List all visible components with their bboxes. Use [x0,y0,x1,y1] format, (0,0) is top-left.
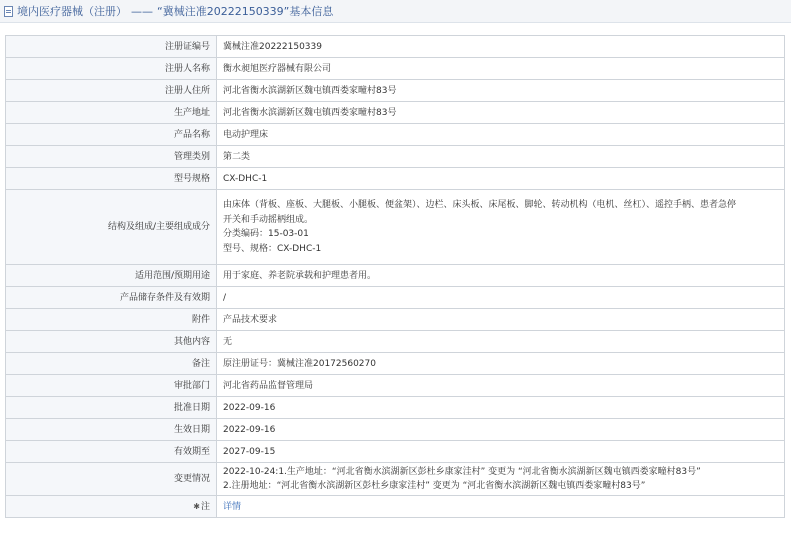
row-mgmt-class [6,146,785,168]
details-link[interactable]: 详情 [223,501,242,512]
row-structure [6,190,785,265]
value-registrant-addr: 河北省衡水滨湖新区魏屯镇西娄家疃村83号 [217,80,785,102]
label-expiry-date: 有效期至 [6,441,217,463]
label-product-name: 产品名称 [6,124,217,146]
label-other: 其他内容 [6,331,217,353]
row-registrant [6,58,785,80]
value-registrant: 衡水昶旭医疗器械有限公司 [217,58,785,80]
label-registrant: 注册人名称 [6,58,217,80]
row-effective-date [6,419,785,441]
row-approval-date [6,397,785,419]
row-reg-no [6,36,785,58]
value-storage: / [217,287,785,309]
row-production-addr [6,102,785,124]
header-category: 境内医疗器械（注册） [17,5,127,18]
label-scope: 适用范围/预期用途 [6,265,217,287]
value-approval-dept: 河北省药品监督管理局 [217,375,785,397]
document-icon [4,6,13,17]
label-remark: 备注 [6,353,217,375]
row-other [6,331,785,353]
value-expiry-date: 2027-09-15 [217,441,785,463]
row-remark [6,353,785,375]
value-model: CX-DHC-1 [217,168,785,190]
row-scope [6,265,785,287]
row-registrant-addr [6,80,785,102]
label-registrant-addr: 注册人住所 [6,80,217,102]
value-effective-date: 2022-09-16 [217,419,785,441]
label-production-addr: 生产地址 [6,102,217,124]
label-approval-dept: 审批部门 [6,375,217,397]
note-label-text: 注 [200,501,210,512]
value-remark: 原注册证号：冀械注准20172560270 [217,353,785,375]
change-line: 2.注册地址：“河北省衡水滨湖新区彭杜乡康家洼村” 变更为 “河北省衡水滨湖新区魏屯镇西娄家疃村83号” [223,481,646,491]
star-icon: ✱ [193,501,200,511]
label-attachment: 附件 [6,309,217,331]
label-note [6,496,217,518]
label-changes: 变更情况 [6,463,217,496]
value-scope: 用于家庭、养老院承载和护理患者用。 [217,265,785,287]
value-attachment: 产品技术要求 [217,309,785,331]
label-model: 型号规格 [6,168,217,190]
structure-line: 型号、规格：CX-DHC-1 [223,243,322,254]
value-mgmt-class: 第二类 [217,146,785,168]
row-model [6,168,785,190]
page-title: “冀械注准20222150339”基本信息 [157,5,334,18]
value-structure [217,190,785,265]
row-product-name [6,124,785,146]
row-note [6,496,785,518]
label-structure: 结构及组成/主要组成成分 [6,190,217,265]
value-product-name: 电动护理床 [217,124,785,146]
label-reg-no: 注册证编号 [6,36,217,58]
label-mgmt-class: 管理类别 [6,146,217,168]
label-storage: 产品储存条件及有效期 [6,287,217,309]
detail-table [5,35,785,518]
header-separator: —— [131,4,153,18]
value-note [217,496,785,518]
page-header [0,0,791,23]
structure-line: 分类编码：15-03-01 [223,229,309,239]
value-approval-date: 2022-09-16 [217,397,785,419]
row-approval-dept [6,375,785,397]
label-approval-date: 批准日期 [6,397,217,419]
row-changes [6,463,785,496]
row-storage [6,287,785,309]
value-changes [217,463,785,496]
label-effective-date: 生效日期 [6,419,217,441]
value-production-addr: 河北省衡水滨湖新区魏屯镇西娄家疃村83号 [217,102,785,124]
row-expiry-date [6,441,785,463]
row-attachment [6,309,785,331]
change-line: 2022-10-24:1.生产地址：“河北省衡水滨湖新区彭杜乡康家洼村” 变更为 “河北省衡水滨湖新区魏屯镇西娄家疃村83号” [223,466,701,477]
structure-line: 开关和手动摇柄组成。 [223,214,314,225]
value-reg-no: 冀械注准20222150339 [217,36,785,58]
structure-line: 由床体（背板、座板、大腿板、小腿板、便盆架）、边栏、床头板、床尾板、脚轮、转动机构（电机、丝杠）、遥控手柄、患者急停 [223,200,737,210]
value-other: 无 [217,331,785,353]
